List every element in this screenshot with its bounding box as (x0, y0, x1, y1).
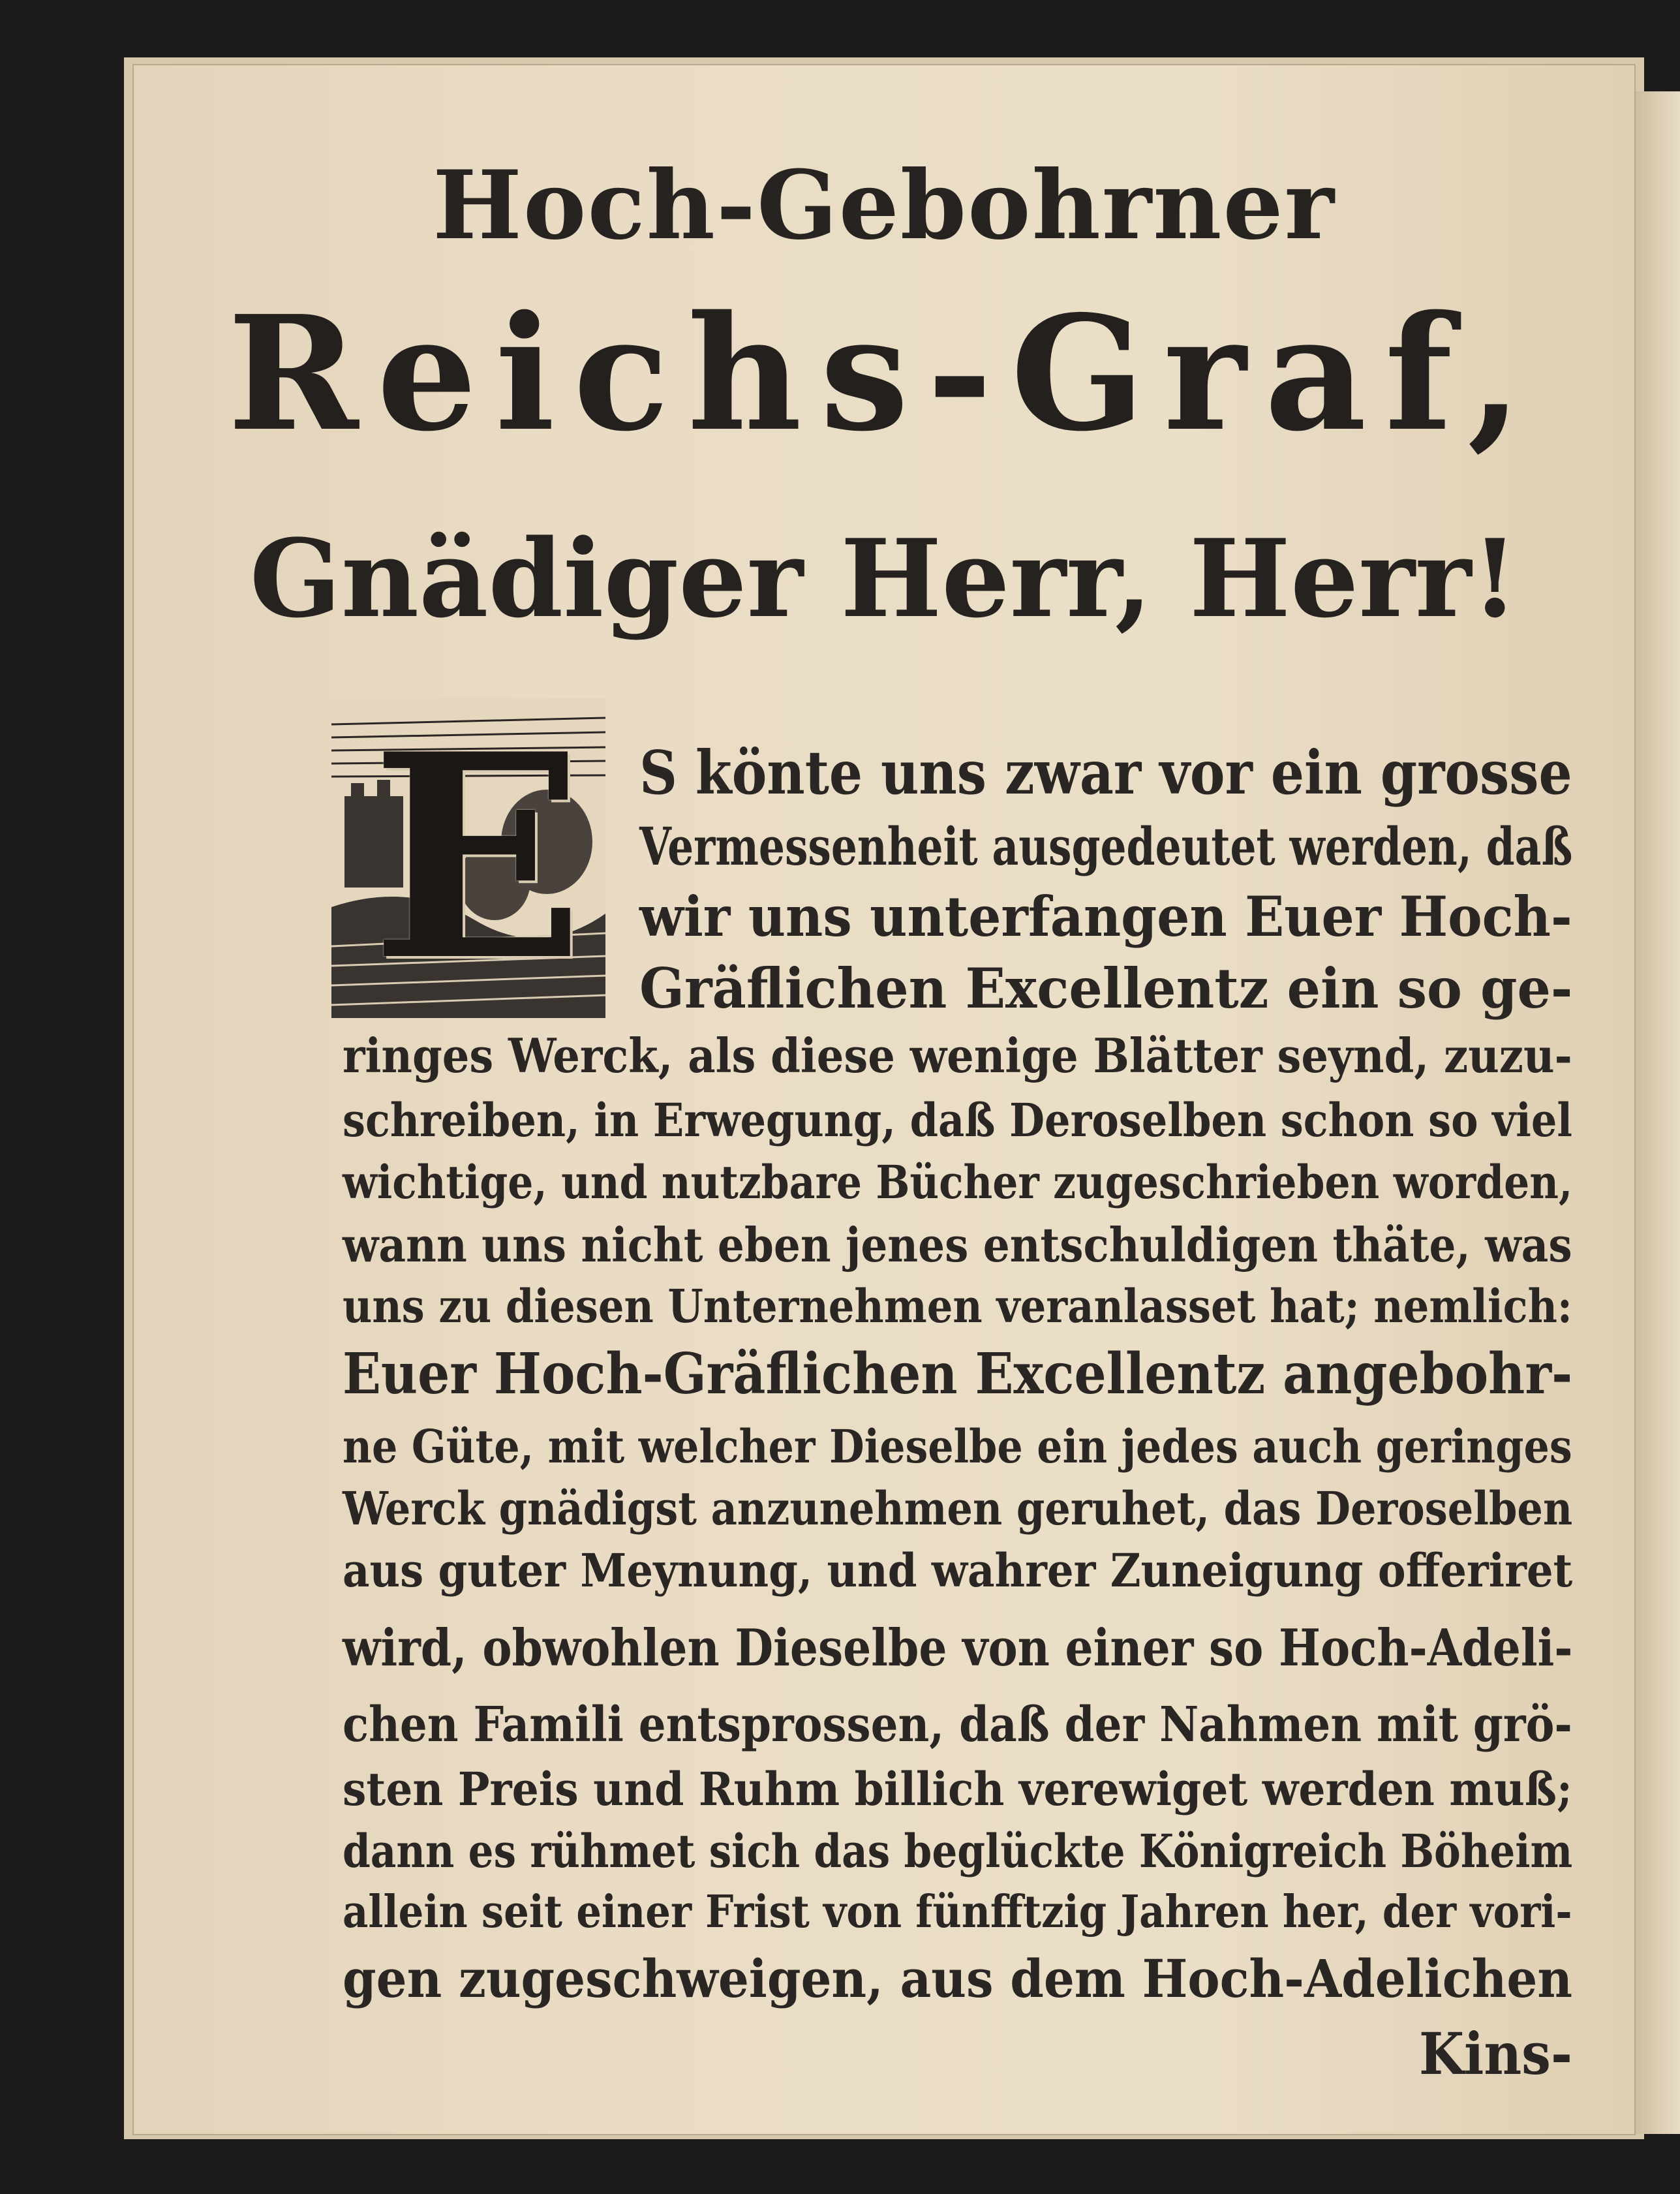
book-page (134, 65, 1634, 2134)
body-line: wichtige, und nutzbare Bücher zugeschrieben worden, (343, 1155, 1573, 1209)
adjacent-page-edge (1634, 91, 1680, 2134)
body-line: allein seit einer Frist von fünfftzig Jahren her, der vori- (343, 1886, 1572, 1938)
body-line: schreiben, in Erwegung, daß Deroselben schon so viel (343, 1093, 1573, 1147)
body-line: Vermessenheit ausgedeutet werden, daß (639, 816, 1573, 877)
body-line: chen Famili entsprossen, daß der Nahmen mit grö- (343, 1697, 1572, 1753)
woodcut-initial (331, 698, 605, 1018)
body-line: aus guter Meynung, und wahrer Zuneigung offeriret (343, 1543, 1573, 1598)
body-line: wird, obwohlen Dieselbe von einer so Hoch-Adeli- (343, 1618, 1573, 1678)
body-line: gen zugeschweigen, aus dem Hoch-Adelichen (343, 1948, 1573, 2009)
heading-line-2: Reichs-Graf, (227, 281, 1541, 466)
body-line: Gräflichen Excellentz ein so ge- (639, 956, 1573, 1021)
body-line: wir uns unterfangen Euer Hoch- (639, 884, 1572, 949)
body-line: ringes Werck, als diese wenige Blätter seynd, zuzu- (343, 1028, 1572, 1083)
body-line: ne Güte, mit welcher Dieselbe ein jedes auch geringes (343, 1419, 1572, 1474)
body-line: S könte uns zwar vor ein grosse (639, 737, 1572, 808)
catchword: Kins- (1419, 2020, 1572, 2088)
body-line: wann uns nicht eben jenes entschuldigen thäte, was (343, 1217, 1572, 1273)
body-line: dann es rühmet sich das beglückte Königreich Böheim (343, 1824, 1573, 1878)
body-line: Werck gnädigst anzunehmen geruhet, das Deroselben (343, 1481, 1573, 1536)
initial-letter: E (371, 698, 585, 1018)
heading-line-3: Gnädiger Herr, Herr! (249, 516, 1519, 641)
body-line: uns zu diesen Unternehmen veranlasset hat; nemlich: (343, 1279, 1572, 1333)
body-line: Euer Hoch-Gräflichen Excellentz angebohr- (343, 1341, 1573, 1407)
heading-line-1: Hoch-Gebohrner (433, 150, 1336, 261)
body-line: sten Preis und Ruhm billich verewiget werden muß; (343, 1762, 1572, 1816)
